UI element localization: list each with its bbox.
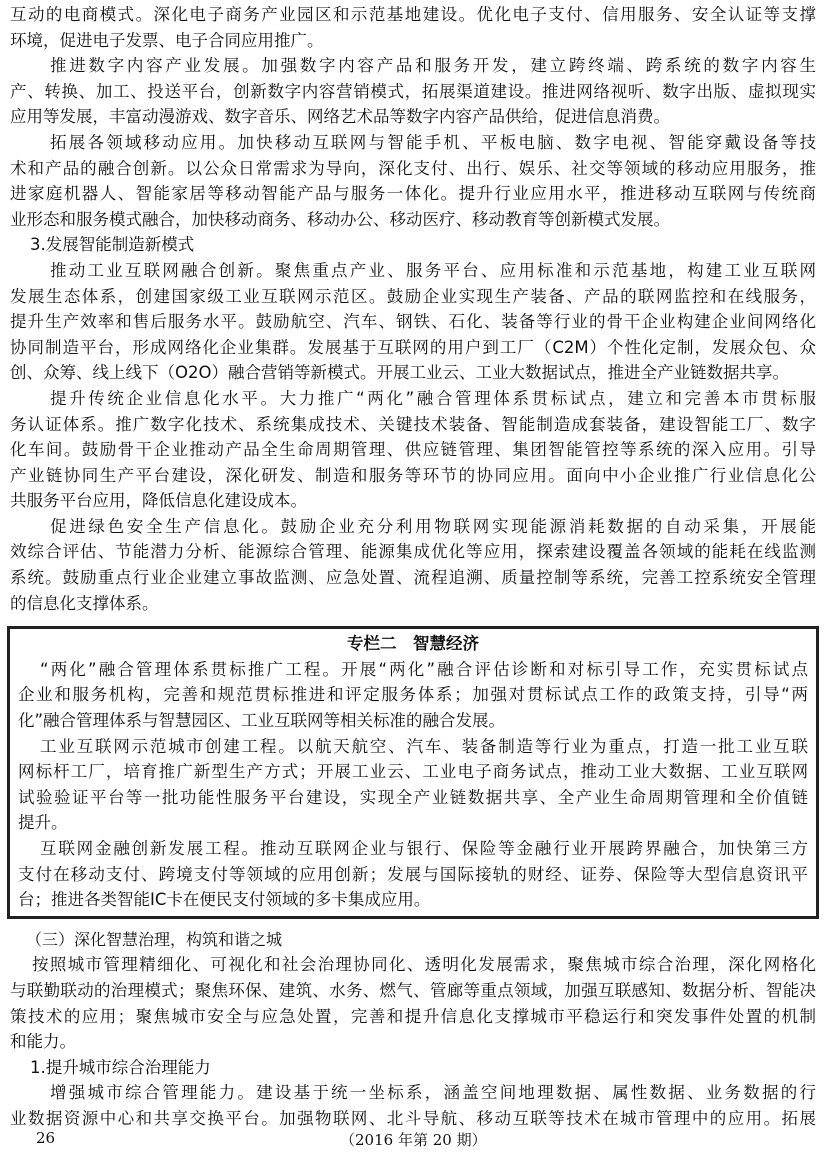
paragraph [18,836,808,913]
section-heading: 3.发展智能制造新模式 [30,235,195,255]
box-title: 专栏二 智慧经济 [347,634,479,654]
text-line: 拓展各领域移动应用。加快移动互联网与智能手机、平板电脑、数字电视、智能穿戴设备等技 [50,132,816,152]
text-line: “两化”融合管理体系贯标推广工程。开展“两化”融合评估诊断和对标引导工作，充实贯标试点 [40,659,808,679]
text-line: 促进绿色安全生产信息化。鼓励企业充分利用物联网实现能源消耗数据的自动采集，开展能 [50,516,816,536]
text-line: 企业和服务机构，完善和规范贯标推进和评定服务体系；加强对贯标试点工作的政策支持，引导“两 [18,685,808,705]
text-line: 台；推进各类智能IC卡在便民支付领域的多卡集成应用。 [18,890,431,910]
paragraph [10,514,816,616]
text-line: 发展生态体系，创建国家级工业互联网示范区。鼓励企业实现生产装备、产品的联网监控和在线服务， [10,286,816,306]
paragraph [18,734,808,836]
text-line: 产、转换、加工、投送平台，创新数字内容营销模式，拓展渠道建设。推进网络视听、数字出版、虚拟现实 [10,81,816,101]
paragraph [10,952,816,1054]
paragraph [10,130,816,232]
body-text-lower [10,927,816,1132]
text-line: 试验验证平台等一批功能性服务平台建设，实现全产业链数据共享、全产业生命周期管理和全价值链 [18,787,808,807]
text-line: 互联网金融创新发展工程。推动互联网企业与银行、保险等金融行业开展跨界融合，加快第三方 [40,839,808,858]
text-line: 业形态和服务模式融合，加快移动商务、移动办公、移动医疗、移动教育等创新模式发展。 [10,209,670,229]
section-heading: 1.提升城市综合治理能力 [30,1057,211,1077]
text-line: 应用等发展，丰富动漫游戏、数字音乐、网络艺术品等数字内容产品供给，促进信息消费。 [10,107,670,127]
text-line: 提升传统企业信息化水平。大力推广“两化”融合管理体系贯标试点，建立和完善本市贯标服 [50,388,816,408]
issue-label: （2016 年第 20 期） [340,1131,487,1149]
text-line: 效综合评估、节能潜力分析、能源综合管理、能源集成优化等应用，探索建设覆盖各领域的能耗在线监测 [10,542,816,562]
text-line: 协同制造平台，形成网络化企业集群。发展基于互联网的用户到工厂（C2M）个性化定制，发展众包、众 [10,337,816,357]
paragraph [18,657,808,734]
text-line: 工业互联网示范城市创建工程。以航天航空、汽车、装备制造等行业为重点，打造一批工业互联 [40,736,808,756]
text-line: 推动工业互联网融合创新。聚焦重点产业、服务平台、应用标准和示范基地，构建工业互联网 [50,260,816,280]
text-line: 进家庭机器人、智能家居等移动智能产品与服务一体化。提升行业应用水平，推进移动互联网与传统商 [10,184,816,204]
sidebar-box-smart-economy [7,626,819,919]
text-line: 业数据资源中心和共享交换平台。加强物联网、北斗导航、移动互联等技术在城市管理中的应用。拓展 [10,1108,816,1128]
document-body [10,2,816,1132]
text-line: 与联勤联动的治理模式；聚焦环保、建筑、水务、燃气、管廊等重点领域，加强互联感知、数据分析、智能决 [10,980,816,1000]
paragraph [10,258,816,386]
text-line: 产业链协同生产平台建设，深化研发、制造和服务等环节的协同应用。面向中小企业推广行业信息化公 [10,465,816,485]
text-line: 的信息化支撑体系。 [10,593,159,613]
page-footer [0,1129,827,1153]
text-line: 务认证体系。推广数字化技术、系统集成技术、关键技术装备、智能制造成套装备，建设智能工厂、数字 [10,414,816,434]
paragraph [10,386,816,514]
text-line: 创、众筹、线上线下（O2O）融合营销等新模式。开展工业云、工业大数据试点，推进全产业链数据共享。 [10,363,789,383]
paragraph [10,53,816,130]
page-number: 26 [36,1129,56,1147]
text-line: 网标杆工厂，培育推广新型生产方式；开展工业云、工业电子商务试点，推动工业大数据、工业互联网 [18,762,808,782]
text-line: 推进数字内容产业发展。加强数字内容产品和服务开发，建立跨终端、跨系统的数字内容生 [50,56,816,76]
text-line: 互动的电商模式。深化电子商务产业园区和示范基地建设。优化电子支付、信用服务、安全认证等支撑 [10,5,816,24]
text-line: 提升生产效率和售后服务水平。鼓励航空、汽车、钢铁、石化、装备等行业的骨干企业构建企业间网络化 [10,312,816,332]
paragraph [10,1080,816,1131]
text-line: 支付在移动支付、跨境支付等领域的应用创新；发展与国际接轨的财经、证券、保险等大型信息资讯平 [18,864,808,884]
text-line: 提升。 [18,813,68,833]
text-line: 化车间。鼓励骨干企业推动产品全生命周期管理、供应链管理、集团智能管控等系统的深入应用。引导 [10,440,816,460]
text-line: 增强城市综合管理能力。建设基于统一坐标系，涵盖空间地理数据、属性数据、业务数据的行 [50,1083,816,1103]
text-line: 按照城市管理精细化、可视化和社会治理协同化、透明化发展需求，聚焦城市综合治理，深化网格化 [32,955,816,975]
text-line: 化”融合管理体系与智慧园区、工业互联网等相关标准的融合发展。 [18,711,506,731]
text-line: 环境，促进电子发票、电子合同应用推广。 [10,30,324,50]
box-content [18,657,808,913]
text-line: 系统。鼓励重点行业企业建立事故监测、应急处置、流程追溯、质量控制等系统，完善工控系统安全管理 [10,568,816,588]
paragraph [10,2,816,53]
text-line: 策技术的应用；聚焦城市安全与应急处置，完善和提升信息化支撑城市平稳运行和突发事件处置的机制 [10,1006,816,1026]
text-line: 共服务平台应用，降低信息化建设成本。 [10,491,307,511]
body-text-upper [10,2,816,616]
text-line: 和能力。 [10,1032,76,1052]
text-line: 术和产品的融合创新。以公众日常需求为导向，深化支付、出行、娱乐、社交等领域的移动应用服务，推 [10,158,816,178]
section-heading: （三）深化智慧治理，构筑和谐之城 [26,929,283,949]
